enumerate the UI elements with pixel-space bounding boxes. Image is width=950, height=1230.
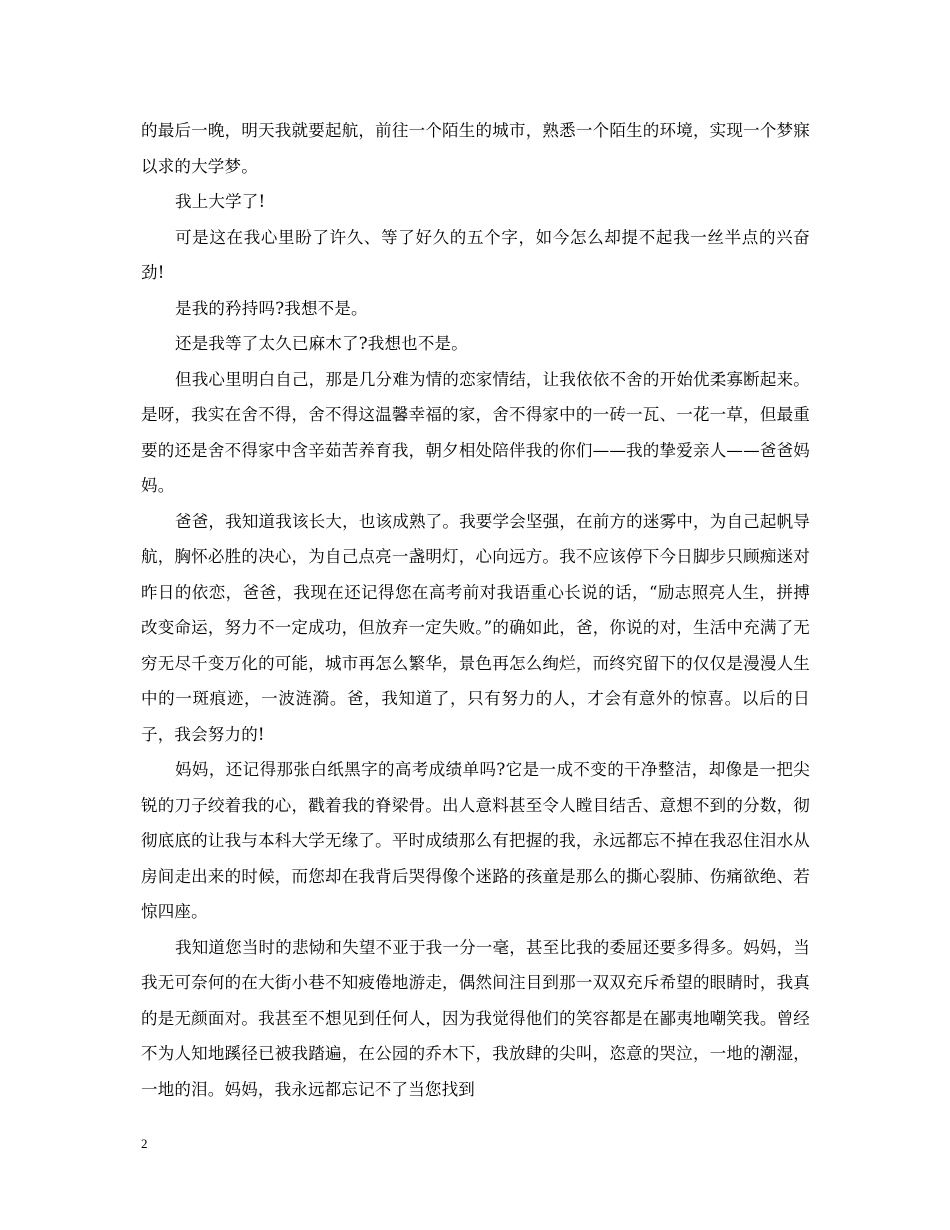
paragraph-9: 我知道您当时的悲恸和失望不亚于我一分一毫，甚至比我的委屈还要多得多。妈妈，当我无可奈何的在大街小巷不知疲倦地游走，偶然间注目到那一双双充斥希望的眼睛时，我真的是无颜面对。我甚至不想见到任何人，因为我觉得他们的笑容都是在鄙夷地嘲笑我。曾经不为人知地蹊径已被我踏遍，在公园的乔木下，我放肆的尖叫，恣意的哭泣，一地的潮湿，一地的泪。妈妈，我永远都忘记不了当您找到 [141, 937, 810, 1099]
paragraph-1: 的最后一晚，明天我就要起航，前往一个陌生的城市，熟悉一个陌生的环境，实现一个梦寐以求的大学梦。 [141, 121, 810, 176]
page-number: 2 [141, 1136, 148, 1151]
paragraph-2: 我上大学了! [175, 192, 266, 211]
paragraph-5: 还是我等了太久已麻木了?我想也不是。 [175, 334, 468, 353]
paragraph-7: 爸爸，我知道我该长大，也该成熟了。我要学会坚强，在前方的迷雾中，为自己起帆导航，胸怀必胜的决心，为自己点亮一盏明灯，心向远方。我不应该停下今日脚步只顾痴迷对昨日的依恋，爸爸，我现在还记得您在高考前对我语重心长说的话，“励志照亮人生，拼搏改变命运，努力不一定成功，但放弃一定失败。”的确如此，爸，你说的对，生活中充满了无穷无尽千变万化的可能，城市再怎么繁华，景色再怎么绚烂，而终究留下的仅仅是漫漫人生中的一斑痕迹，一波涟漪。爸，我知道了，只有努力的人，才会有意外的惊喜。以后的日子，我会努力的! [141, 511, 810, 744]
document-body [141, 113, 810, 1107]
paragraph-3: 可是这在我心里盼了许久、等了好久的五个字，如今怎么却提不起我一丝半点的兴奋劲! [141, 227, 810, 282]
paragraph-4: 是我的矜持吗?我想不是。 [175, 298, 368, 318]
paragraph-8: 妈妈，还记得那张白纸黑字的高考成绩单吗?它是一成不变的干净整洁，却像是一把尖锐的刀子绞着我的心，戳着我的脊梁骨。出人意料甚至令人瞠目结舌、意想不到的分数，彻彻底底的让我与本科大学无缘了。平时成绩那么有把握的我，永远都忘不掉在我忍住泪水从房间走出来的时候，而您却在我背后哭得像个迷路的孩童是那么的撕心裂肺、伤痛欲绝、若惊四座。 [141, 760, 810, 921]
paragraph-6: 但我心里明白自己，那是几分难为情的恋家情结，让我依依不舍的开始优柔寡断起来。是呀，我实在舍不得，舍不得这温馨幸福的家，舍不得家中的一砖一瓦、一花一草，但最重要的还是舍不得家中含辛茹苦养育我，朝夕相处陪伴我的你们——我的挚爱亲人——爸爸妈妈。 [141, 369, 810, 495]
